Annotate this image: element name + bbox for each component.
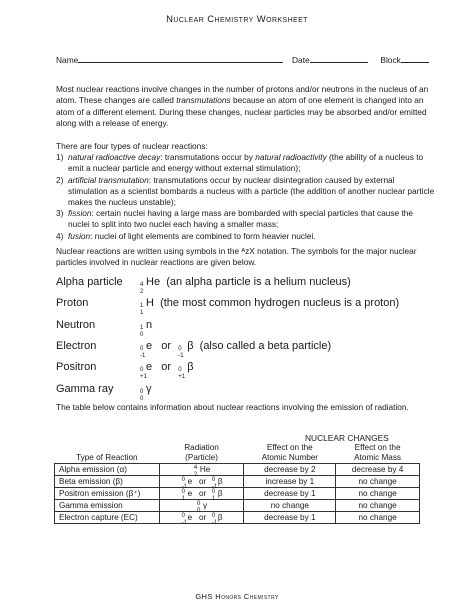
table-row — [55, 512, 420, 524]
nuclide-symbol: e — [187, 512, 193, 522]
nuclide-symbol: H — [146, 297, 154, 310]
or-label: or — [161, 339, 172, 352]
intro-emphasis: transmutations — [176, 95, 231, 106]
column-header — [336, 443, 420, 464]
nuclide-indices — [139, 340, 146, 359]
reaction-desc: : transmutations occur by — [160, 152, 256, 163]
or-label: or — [198, 476, 207, 486]
atomic-number: -1 — [178, 352, 184, 359]
reaction-desc: : certain nuclei having a large mass are bombarded with special particles that cause the nuclei to split into two nuclei each having a smaller mass; — [68, 208, 413, 230]
nuclide-indices — [181, 488, 188, 502]
reaction-desc-2: (the ability of a nucleus to emit a nuclear particle and energy without external stimulation); — [68, 152, 424, 174]
particle-name: Gamma ray — [56, 382, 114, 395]
nuclide-symbol: He — [146, 276, 161, 288]
nuclide-indices — [193, 464, 200, 478]
nuclide-symbol: e — [146, 339, 153, 352]
date-field[interactable] — [310, 54, 368, 63]
reaction-desc: : transmutations occur by nuclear disintegration caused by external stimulation as a scientist bombards a nucleus with a particle (the addition of another nuclear particle makes the nucleus unstable); — [68, 174, 435, 208]
nuclide — [139, 382, 152, 402]
radiation-cell — [159, 500, 244, 512]
atomic-number: 1 — [181, 495, 185, 502]
atomic-number: 0 — [197, 507, 201, 514]
particle-note: (an alpha particle is a helium nucleus) — [166, 276, 351, 288]
worksheet-title: Nuclear Chemistry Worksheet — [166, 14, 308, 25]
nuclide-symbol: He — [199, 464, 211, 474]
atomic-number: 1 — [140, 310, 144, 317]
nuclide-indices — [139, 276, 146, 296]
particle-note: (the most common hydrogen nucleus is a proton) — [160, 297, 400, 310]
nuclide-indices — [177, 361, 187, 381]
name-field[interactable] — [78, 54, 283, 63]
student-info-line — [56, 54, 436, 66]
atomic-number: -1 — [181, 483, 187, 490]
nuclide-alt — [177, 361, 194, 381]
atomic-number-effect-cell: no change — [244, 500, 336, 512]
nuclide-indices — [139, 383, 146, 402]
atomic-mass-effect-cell: decrease by 4 — [336, 464, 420, 476]
mass-number: 0 — [181, 512, 185, 519]
nuclide-indices — [139, 361, 147, 381]
header-line: Atomic Number — [261, 452, 319, 462]
atomic-mass-effect-cell: no change — [336, 488, 420, 500]
table-row — [55, 464, 420, 476]
table-row — [55, 500, 420, 512]
atomic-number-effect-cell: decrease by 1 — [244, 512, 336, 524]
date-label: Date — [292, 55, 310, 65]
table-row — [55, 476, 420, 488]
reaction-type-item — [56, 208, 436, 230]
mass-number: 0 — [178, 367, 182, 374]
particle-name: Proton — [56, 297, 89, 310]
header-line: Radiation — [184, 443, 219, 452]
mass-number: 0 — [178, 345, 182, 352]
mass-number: 0 — [211, 488, 216, 495]
nuclide-symbol: β — [187, 361, 194, 374]
reaction-type-cell: Positron emission (β⁺) — [55, 488, 160, 500]
nuclide-indices — [181, 512, 188, 526]
column-header — [55, 443, 160, 464]
atomic-number: -1 — [140, 352, 146, 359]
block-field[interactable] — [401, 54, 429, 63]
radiation-cell — [159, 488, 244, 500]
nuclide-indices — [139, 319, 146, 338]
particle-note: (also called a beta particle) — [199, 339, 332, 352]
particle-row — [56, 336, 436, 359]
nuclide-indices — [211, 476, 218, 490]
reaction-types — [56, 141, 436, 242]
or-label: or — [198, 488, 207, 498]
column-header — [244, 443, 336, 464]
nuclide — [139, 361, 153, 381]
radiation-cell — [159, 464, 244, 476]
nuclide-indices — [139, 297, 146, 317]
item-number: 4) — [56, 230, 64, 241]
mass-number: 0 — [211, 476, 216, 483]
particle-symbol — [139, 379, 152, 401]
reaction-term: fusion — [68, 230, 91, 241]
particle-symbol — [139, 293, 399, 315]
particle-symbol — [139, 272, 351, 294]
atomic-number: -1 — [181, 519, 187, 526]
atomic-number: 0 — [140, 331, 144, 338]
particle-name: Neutron — [56, 318, 96, 331]
radiation-cell — [159, 512, 244, 524]
reaction-term: natural radioactive decay — [68, 152, 161, 163]
reaction-term: artificial transmutation — [68, 174, 149, 185]
header-line: Effect on the — [354, 443, 401, 452]
atomic-number-effect-cell: decrease by 1 — [244, 488, 336, 500]
reaction-type-item — [56, 152, 436, 174]
nuclide-indices — [177, 340, 187, 359]
intro-text-1: Most nuclear reactions involve changes in the number of protons and/or neutrons in the nucleus of an atom. These changes are called — [56, 84, 429, 106]
table-intro: The table below contains information about nuclear reactions involving the emission of radiation. — [56, 402, 409, 412]
nuclide-symbol: e — [146, 361, 153, 374]
particle-name: Electron — [56, 339, 97, 352]
notation-paragraph: Nuclear reactions are written using symbols in the ᴬzX notation. The symbols for the major nuclear particles involved in nuclear reactions are given below. — [56, 246, 417, 268]
nuclear-changes-header: NUCLEAR CHANGES — [305, 433, 389, 443]
item-number: 2) — [56, 174, 64, 185]
nuclide-alt — [177, 339, 194, 359]
item-body — [68, 231, 436, 242]
nuclide — [139, 297, 154, 317]
reaction-type-item — [56, 231, 436, 242]
nuclide-symbol: e — [187, 488, 193, 498]
table-header-row — [55, 443, 420, 464]
reaction-type-cell: Beta emission (β) — [55, 476, 160, 488]
reaction-type-cell: Alpha emission (α) — [55, 464, 160, 476]
block-label: Block — [380, 55, 401, 65]
table-row — [55, 488, 420, 500]
nuclide-symbol: β — [187, 339, 194, 352]
particle-list — [56, 272, 436, 402]
atomic-number-effect-cell: increase by 1 — [244, 476, 336, 488]
item-number: 3) — [56, 208, 64, 219]
item-body — [68, 208, 436, 230]
atomic-mass-effect-cell: no change — [336, 500, 420, 512]
types-intro: There are four types of nuclear reactions: — [56, 141, 208, 151]
column-header — [159, 443, 244, 464]
intro-paragraph — [56, 84, 436, 129]
particle-row — [56, 315, 436, 338]
item-body — [68, 175, 436, 209]
header-line: Atomic Mass — [354, 452, 402, 462]
reaction-emphasis: natural radioactivity — [255, 152, 327, 163]
atomic-mass-effect-cell: no change — [336, 512, 420, 524]
item-number: 1) — [56, 152, 64, 163]
particle-name: Alpha particle — [56, 276, 123, 288]
nuclide-indices — [196, 500, 203, 514]
reaction-type-item — [56, 175, 436, 209]
reaction-table — [54, 443, 420, 524]
nuclide-symbol: β — [217, 512, 223, 522]
name-label: Name — [56, 55, 79, 65]
particle-row — [56, 293, 436, 317]
header-line: Type of Reaction — [76, 452, 138, 462]
table-body — [55, 464, 420, 524]
nuclide-indices — [211, 512, 218, 526]
mass-number: 0 — [140, 345, 144, 352]
intro-text-2: because an atom of one element is changed into an atom of a different element. During these changes, nuclear particles may be absorbed and/or emitted along with a release of energy. — [56, 95, 427, 128]
header-line: (Particle) — [185, 452, 218, 462]
nuclide — [139, 339, 153, 359]
mass-number: 0 — [181, 476, 185, 483]
nuclide-symbol: n — [146, 318, 153, 331]
atomic-number: +1 — [178, 374, 186, 381]
item-body — [68, 152, 436, 174]
atomic-mass-effect-cell: no change — [336, 476, 420, 488]
mass-number: 0 — [140, 388, 144, 395]
nuclide-symbol: β — [217, 488, 223, 498]
nuclide-indices — [181, 476, 188, 490]
nuclide-symbol: γ — [146, 382, 152, 395]
atomic-number: -1 — [211, 519, 218, 526]
radiation-cell — [159, 476, 244, 488]
header-line: Effect on the — [266, 443, 313, 452]
nuclide — [139, 318, 153, 338]
mass-number: 0 — [197, 500, 201, 507]
atomic-number: 0 — [140, 395, 144, 402]
mass-number: 1 — [140, 303, 144, 310]
mass-number: 0 — [181, 488, 185, 495]
footer: GHS Honors Chemistry — [195, 592, 279, 601]
particle-row — [56, 357, 436, 381]
atomic-number: 2 — [193, 471, 198, 478]
particle-symbol — [139, 315, 152, 337]
or-label: or — [161, 361, 172, 374]
mass-number: 1 — [140, 324, 144, 331]
atomic-number: 1 — [211, 495, 216, 502]
nuclide — [139, 276, 161, 296]
reaction-desc: : nuclei of light elements are combined to form heavier nuclei. — [90, 230, 316, 241]
nuclide-symbol: e — [187, 476, 193, 486]
nuclide-indices — [211, 488, 218, 502]
particle-row — [56, 379, 436, 402]
mass-number: 4 — [193, 464, 198, 471]
or-label: or — [198, 512, 207, 522]
particle-symbol — [139, 336, 331, 358]
atomic-number: -1 — [211, 483, 218, 490]
particle-symbol — [139, 357, 194, 379]
particle-row — [56, 272, 436, 296]
atomic-number: 2 — [140, 289, 144, 296]
mass-number: 0 — [211, 512, 216, 519]
reaction-type-cell: Gamma emission — [55, 500, 160, 512]
nuclide-symbol: γ — [203, 500, 208, 510]
reaction-type-cell: Electron capture (EC) — [55, 512, 160, 524]
atomic-number-effect-cell: decrease by 2 — [244, 464, 336, 476]
atomic-number: +1 — [140, 374, 147, 381]
particle-name: Positron — [56, 361, 97, 374]
mass-number: 4 — [140, 282, 144, 289]
reaction-term: fission — [68, 208, 92, 219]
nuclide-symbol: β — [217, 476, 223, 486]
mass-number: 0 — [140, 367, 144, 374]
